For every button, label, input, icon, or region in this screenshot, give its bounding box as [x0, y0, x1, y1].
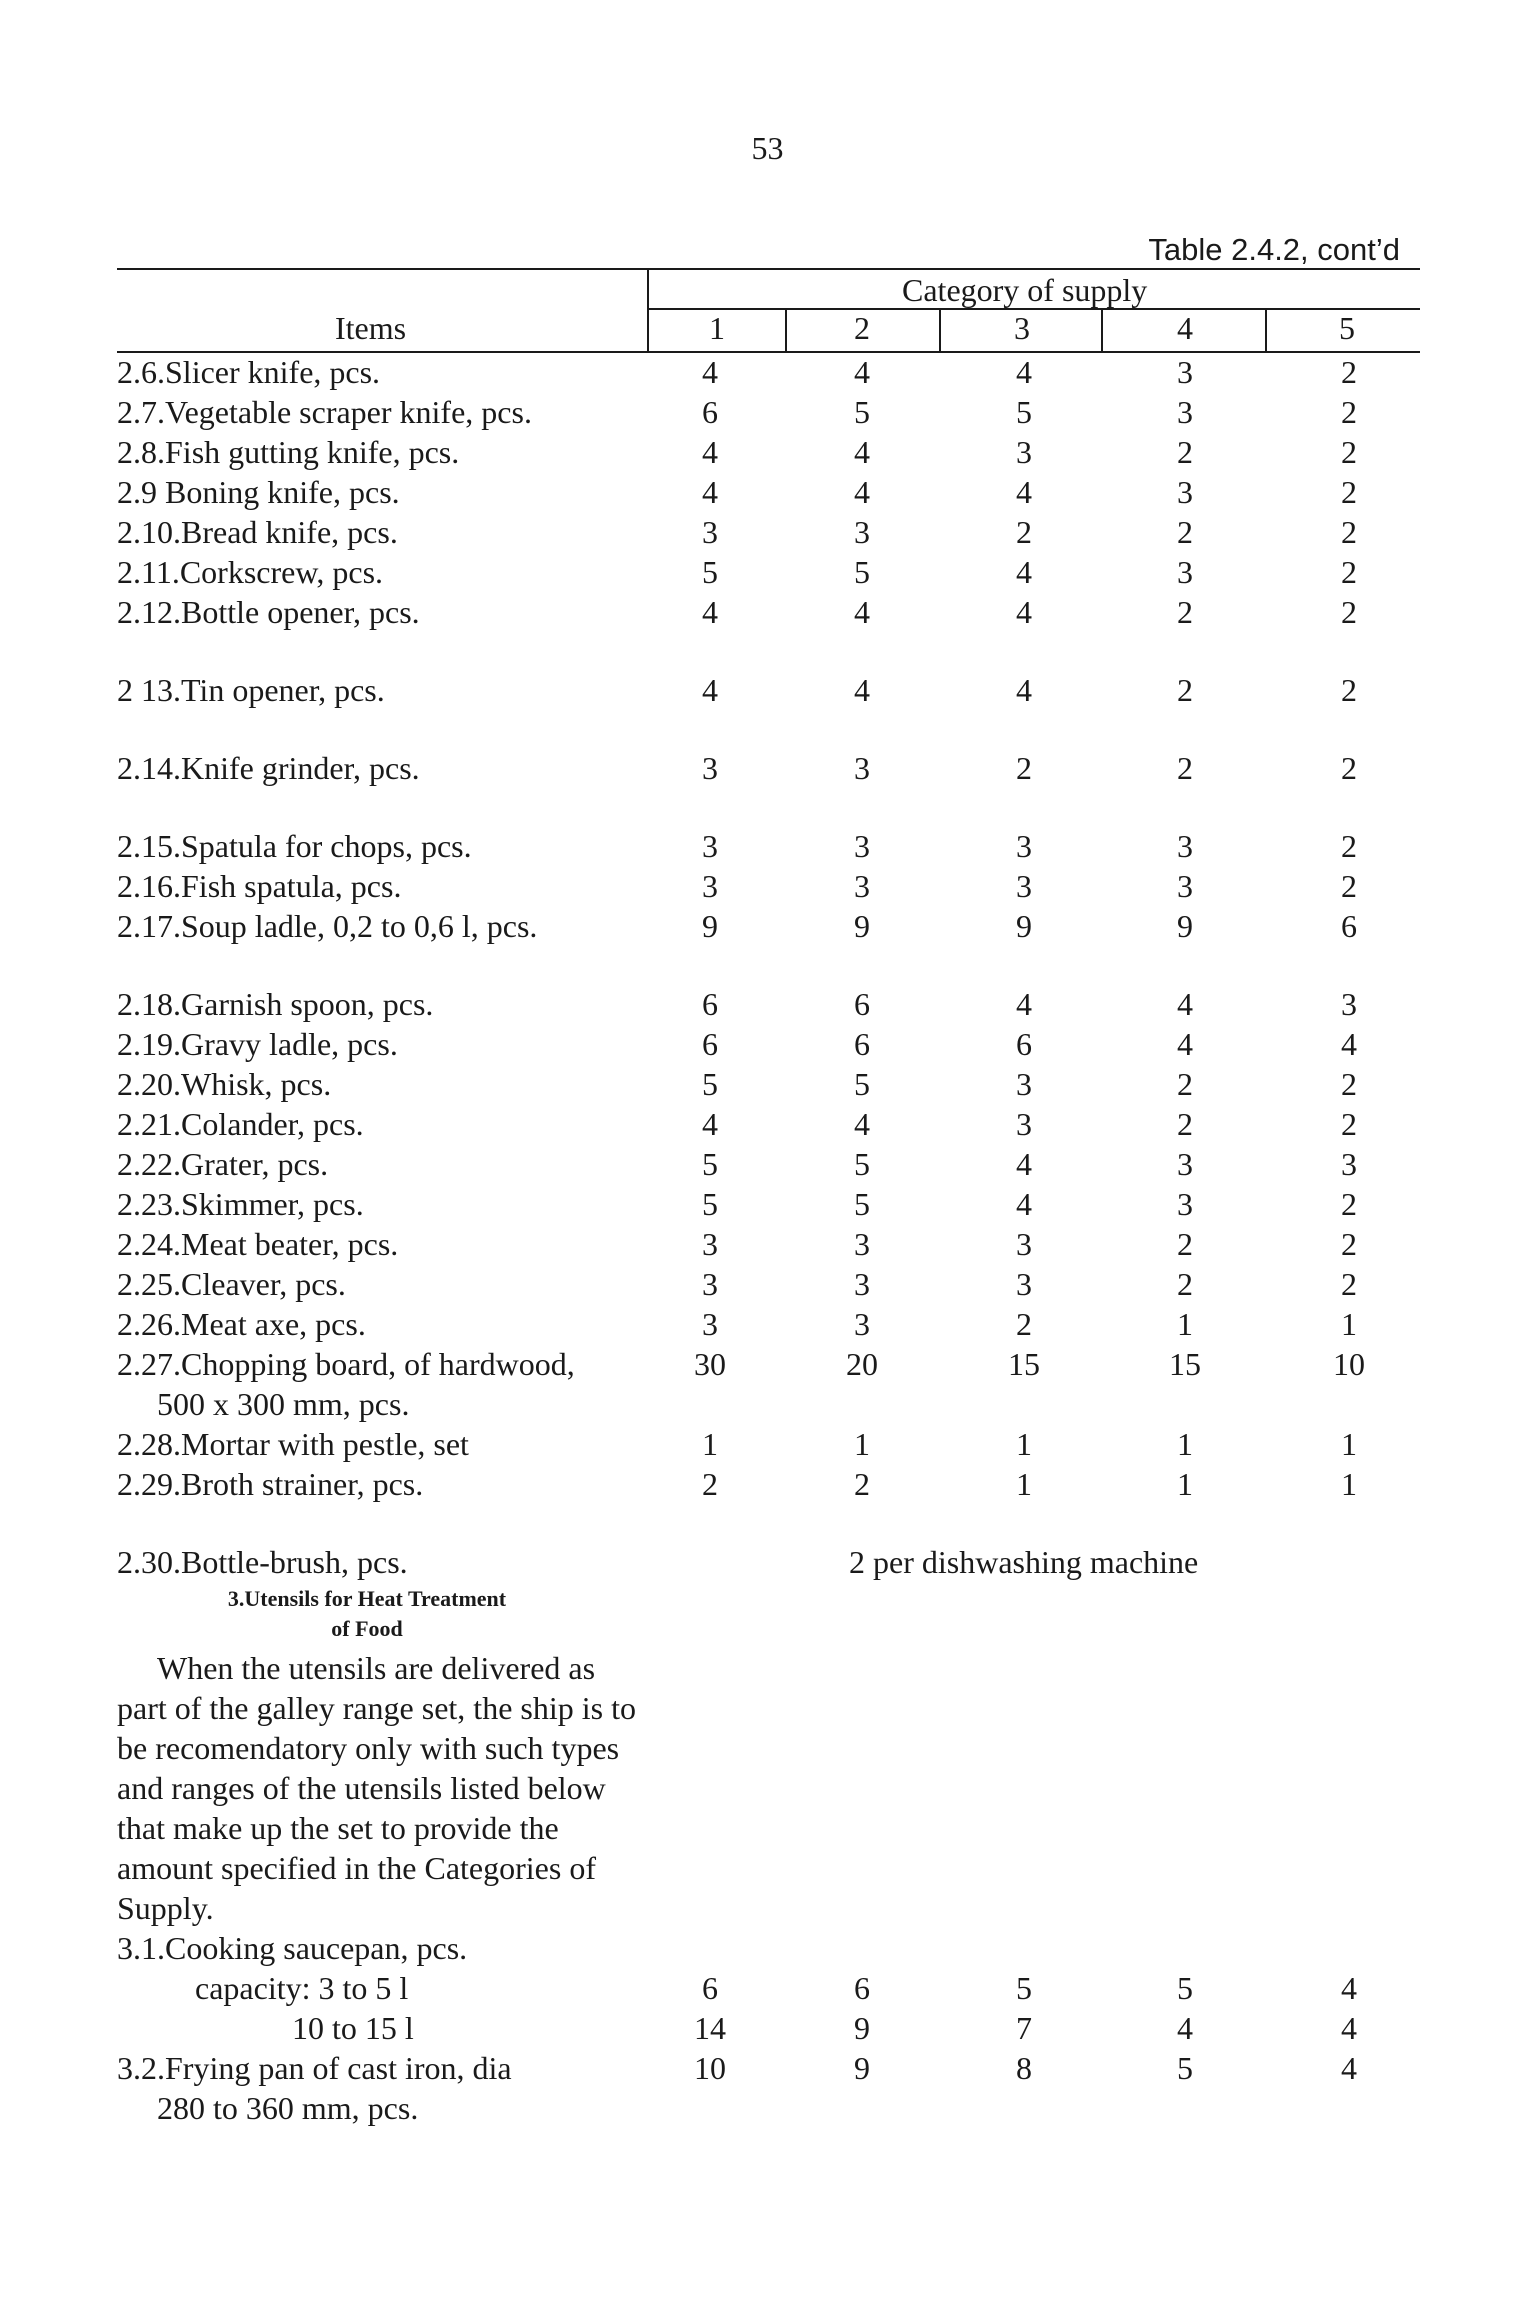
value-cat-5: 2 [1341, 1066, 1357, 1102]
value-cat-4: 2 [1177, 672, 1193, 708]
section-3-title-line1: 3.Utensils for Heat Treatment [227, 1586, 507, 1611]
value-cat-1: 4 [702, 434, 718, 470]
value-cat-3: 4 [1016, 354, 1032, 390]
value-cat-4: 5 [1177, 2050, 1193, 2086]
value-cat-3: 6 [1016, 1026, 1032, 1062]
item-name: 2.9 Boning knife, pcs. [117, 474, 400, 510]
value-cat-2: 3 [854, 828, 870, 864]
table-row [117, 748, 1420, 788]
value-cat-2: 4 [854, 594, 870, 630]
value-cat-2: 5 [854, 1066, 870, 1102]
value-cat-3: 3 [1016, 1226, 1032, 1262]
value-cat-2: 20 [846, 1346, 878, 1382]
value-cat-3: 2 [1016, 1306, 1032, 1342]
value-cat-4: 2 [1177, 1066, 1193, 1102]
table-row [117, 1464, 1420, 1504]
value-cat-3: 7 [1016, 2010, 1032, 2046]
table-row [117, 1144, 1420, 1184]
value-cat-3: 5 [1016, 394, 1032, 430]
table-row [117, 1928, 1420, 1968]
category-3-header: 3 [1014, 310, 1030, 346]
value-cat-5: 4 [1341, 1026, 1357, 1062]
table-row [117, 1024, 1420, 1064]
value-cat-4: 1 [1177, 1466, 1193, 1502]
value-cat-2: 3 [854, 1266, 870, 1302]
value-cat-5: 1 [1341, 1306, 1357, 1342]
value-cat-2: 4 [854, 434, 870, 470]
value-cat-3: 4 [1016, 672, 1032, 708]
value-cat-5: 1 [1341, 1426, 1357, 1462]
table-row [117, 352, 1420, 392]
value-cat-4: 3 [1177, 1146, 1193, 1182]
item-name: capacity: 3 to 5 l [195, 1970, 409, 2006]
value-cat-5: 2 [1341, 750, 1357, 786]
item-name: 2.21.Colander, pcs. [117, 1106, 364, 1142]
value-cat-3: 1 [1016, 1466, 1032, 1502]
value-cat-5: 2 [1341, 514, 1357, 550]
value-cat-2: 6 [854, 986, 870, 1022]
item-name: 2.8.Fish gutting knife, pcs. [117, 434, 460, 470]
supply-table [117, 352, 1420, 2128]
table-row [117, 866, 1420, 906]
item-name: 2.10.Bread knife, pcs. [117, 514, 398, 550]
value-cat-1: 6 [702, 986, 718, 1022]
value-cat-1: 4 [702, 1106, 718, 1142]
value-cat-4: 2 [1177, 594, 1193, 630]
value-cat-4: 3 [1177, 474, 1193, 510]
item-name: 2.25.Cleaver, pcs. [117, 1266, 346, 1302]
value-cat-4: 2 [1177, 1266, 1193, 1302]
value-cat-3: 3 [1016, 828, 1032, 864]
category-of-supply-header: Category of supply [902, 272, 1148, 308]
value-cat-1: 5 [702, 1186, 718, 1222]
value-cat-2: 6 [854, 1970, 870, 2006]
value-cat-3: 8 [1016, 2050, 1032, 2086]
value-cat-5: 2 [1341, 434, 1357, 470]
item-name: 2.19.Gravy ladle, pcs. [117, 1026, 398, 1062]
value-cat-2: 5 [854, 1146, 870, 1182]
value-cat-1: 5 [702, 1146, 718, 1182]
item-name: 2.29.Broth strainer, pcs. [117, 1466, 424, 1502]
value-cat-1: 1 [702, 1426, 718, 1462]
value-cat-3: 3 [1016, 1266, 1032, 1302]
value-cat-3: 3 [1016, 1106, 1032, 1142]
value-cat-3: 1 [1016, 1426, 1032, 1462]
value-cat-2: 5 [854, 554, 870, 590]
value-cat-3: 4 [1016, 986, 1032, 1022]
value-cat-2: 2 [854, 1466, 870, 1502]
value-cat-4: 1 [1177, 1306, 1193, 1342]
value-cat-2: 5 [854, 1186, 870, 1222]
value-cat-5: 10 [1333, 1346, 1365, 1382]
item-name: 2 13.Tin opener, pcs. [117, 672, 385, 708]
item-name: 2.14.Knife grinder, pcs. [117, 750, 420, 786]
table-row [117, 1542, 1420, 1582]
value-cat-5: 2 [1341, 1186, 1357, 1222]
item-name: 2.11.Corkscrew, pcs. [117, 554, 384, 590]
value-cat-5: 4 [1341, 2050, 1357, 2086]
value-cat-4: 3 [1177, 1186, 1193, 1222]
value-cat-3: 4 [1016, 1186, 1032, 1222]
value-cat-1: 5 [702, 1066, 718, 1102]
value-cat-4: 4 [1177, 1026, 1193, 1062]
value-cat-5: 2 [1341, 1106, 1357, 1142]
value-cat-5: 2 [1341, 354, 1357, 390]
value-cat-5: 3 [1341, 986, 1357, 1022]
value-cat-1: 9 [702, 908, 718, 944]
table-row [117, 1104, 1420, 1144]
table-row [117, 512, 1420, 552]
table-row [117, 1968, 1420, 2008]
item-name: 2.28.Mortar with pestle, set [117, 1426, 469, 1462]
value-cat-2: 1 [854, 1426, 870, 1462]
category-5-header: 5 [1339, 310, 1355, 346]
value-cat-1: 3 [702, 1306, 718, 1342]
category-1-header: 1 [709, 310, 725, 346]
item-name: 2.23.Skimmer, pcs. [117, 1186, 364, 1222]
value-cat-4: 3 [1177, 868, 1193, 904]
item-name [117, 2048, 657, 2128]
value-cat-4: 15 [1169, 1346, 1201, 1382]
category-2-header: 2 [854, 310, 870, 346]
value-cat-3: 4 [1016, 474, 1032, 510]
value-cat-3: 3 [1016, 868, 1032, 904]
value-cat-1: 6 [702, 1970, 718, 2006]
item-name: 2.20.Whisk, pcs. [117, 1066, 332, 1102]
value-cat-5: 2 [1341, 554, 1357, 590]
item-name: 2.15.Spatula for chops, pcs. [117, 828, 472, 864]
value-cat-1: 6 [702, 1026, 718, 1062]
item-name-line2: 280 to 360 mm, pcs. [157, 2090, 419, 2126]
value-cat-1: 5 [702, 554, 718, 590]
value-cat-3: 5 [1016, 1970, 1032, 2006]
value-cat-2: 5 [854, 394, 870, 430]
item-name: 3.1.Cooking saucepan, pcs. [117, 1930, 468, 1966]
value-cat-3: 3 [1016, 434, 1032, 470]
value-cat-5: 2 [1341, 594, 1357, 630]
value-cat-1: 4 [702, 672, 718, 708]
value-cat-5: 4 [1341, 1970, 1357, 2006]
item-name: 2.7.Vegetable scraper knife, pcs. [117, 394, 532, 430]
value-cat-5: 2 [1341, 868, 1357, 904]
value-cat-1: 4 [702, 354, 718, 390]
value-cat-3: 4 [1016, 554, 1032, 590]
value-cat-5: 1 [1341, 1466, 1357, 1502]
table-row [117, 472, 1420, 512]
value-cat-5: 4 [1341, 2010, 1357, 2046]
table-row [117, 1344, 1420, 1424]
value-cat-3: 2 [1016, 750, 1032, 786]
value-cat-3: 4 [1016, 594, 1032, 630]
value-cat-4: 4 [1177, 2010, 1193, 2046]
value-cat-2: 3 [854, 514, 870, 550]
item-name [117, 1344, 657, 1424]
item-name: 2.12.Bottle opener, pcs. [117, 594, 420, 630]
item-name: 2.24.Meat beater, pcs. [117, 1226, 399, 1262]
items-column-header: Items [335, 310, 407, 346]
table-row [117, 1424, 1420, 1464]
item-name: 2.22.Grater, pcs. [117, 1146, 329, 1182]
item-name: 10 to 15 l [292, 2010, 414, 2046]
value-cat-1: 3 [702, 750, 718, 786]
value-cat-5: 2 [1341, 1226, 1357, 1262]
value-cat-2: 4 [854, 354, 870, 390]
value-cat-5: 2 [1341, 474, 1357, 510]
item-name-line1: 2.27.Chopping board, of hardwood, [117, 1346, 575, 1382]
table-row [117, 432, 1420, 472]
table-row [117, 984, 1420, 1024]
value-cat-2: 3 [854, 1226, 870, 1262]
value-cat-3: 2 [1016, 514, 1032, 550]
table-row [117, 1224, 1420, 1264]
value-cat-1: 4 [702, 474, 718, 510]
value-cat-2: 9 [854, 2050, 870, 2086]
table-row [117, 826, 1420, 866]
category-4-header: 4 [1177, 310, 1193, 346]
value-cat-4: 5 [1177, 1970, 1193, 2006]
item-name-line2: 500 x 300 mm, pcs. [157, 1386, 410, 1422]
value-cat-1: 3 [702, 1226, 718, 1262]
value-cat-4: 9 [1177, 908, 1193, 944]
value-cat-1: 30 [694, 1346, 726, 1382]
value-cat-4: 3 [1177, 354, 1193, 390]
value-cat-2: 6 [854, 1026, 870, 1062]
value-cat-2: 3 [854, 868, 870, 904]
page-number: 53 [751, 130, 784, 166]
value-cat-4: 4 [1177, 986, 1193, 1022]
value-cat-1: 4 [702, 594, 718, 630]
value-cat-4: 3 [1177, 394, 1193, 430]
item-name: 2.26.Meat axe, pcs. [117, 1306, 366, 1342]
value-cat-1: 10 [694, 2050, 726, 2086]
table-caption: Table 2.4.2, cont’d [1148, 232, 1400, 267]
value-cat-1: 2 [702, 1466, 718, 1502]
value-cat-5: 3 [1341, 1146, 1357, 1182]
section-3-paragraph: When the utensils are delivered as part of the galley range set, the ship is to be recomendatory only with such types and ranges of the utensils listed below that make up the set to provide the amount specified in the Categories of Supply. [117, 1650, 636, 1926]
item-name-line1: 3.2.Frying pan of cast iron, dia [117, 2050, 512, 2086]
value-cat-4: 3 [1177, 828, 1193, 864]
section-3-title-line2: of Food [331, 1616, 403, 1641]
value-cat-2: 9 [854, 908, 870, 944]
table-row [117, 1064, 1420, 1104]
item-name: 2.18.Garnish spoon, pcs. [117, 986, 434, 1022]
table-row [117, 670, 1420, 710]
value-cat-4: 1 [1177, 1426, 1193, 1462]
value-cat-5: 2 [1341, 1266, 1357, 1302]
value-cat-1: 6 [702, 394, 718, 430]
value-cat-5: 2 [1341, 828, 1357, 864]
value-cat-3: 15 [1008, 1346, 1040, 1382]
value-cat-2: 9 [854, 2010, 870, 2046]
value-cat-2: 3 [854, 750, 870, 786]
value-cat-3: 3 [1016, 1066, 1032, 1102]
value-cat-2: 4 [854, 474, 870, 510]
value-cat-2: 4 [854, 1106, 870, 1142]
value-cat-4: 3 [1177, 554, 1193, 590]
value-cat-4: 2 [1177, 434, 1193, 470]
table-row [117, 2008, 1420, 2048]
value-cat-1: 3 [702, 828, 718, 864]
value-cat-1: 3 [702, 1266, 718, 1302]
table-row [117, 1264, 1420, 1304]
value-cat-4: 2 [1177, 750, 1193, 786]
dishwashing-note: 2 per dishwashing machine [849, 1544, 1199, 1580]
value-cat-5: 2 [1341, 672, 1357, 708]
value-cat-2: 3 [854, 1306, 870, 1342]
table-row [117, 1304, 1420, 1344]
value-cat-1: 3 [702, 514, 718, 550]
value-cat-1: 14 [694, 2010, 726, 2046]
value-cat-2: 4 [854, 672, 870, 708]
value-cat-5: 2 [1341, 394, 1357, 430]
value-cat-4: 2 [1177, 1106, 1193, 1142]
table-row [117, 1184, 1420, 1224]
table-row [117, 2048, 1420, 2128]
section-3-title [147, 1584, 587, 1644]
table-row [117, 592, 1420, 632]
value-cat-3: 9 [1016, 908, 1032, 944]
value-cat-4: 2 [1177, 1226, 1193, 1262]
item-name: 2.17.Soup ladle, 0,2 to 0,6 l, pcs. [117, 908, 538, 944]
table-header [117, 268, 1420, 353]
table-row [117, 906, 1420, 946]
item-name: 2.30.Bottle-brush, pcs. [117, 1544, 408, 1580]
value-cat-1: 3 [702, 868, 718, 904]
item-name: 2.6.Slicer knife, pcs. [117, 354, 381, 390]
item-name: 2.16.Fish spatula, pcs. [117, 868, 402, 904]
value-cat-3: 4 [1016, 1146, 1032, 1182]
table-row [117, 552, 1420, 592]
value-cat-4: 2 [1177, 514, 1193, 550]
table-row [117, 392, 1420, 432]
value-cat-5: 6 [1341, 908, 1357, 944]
